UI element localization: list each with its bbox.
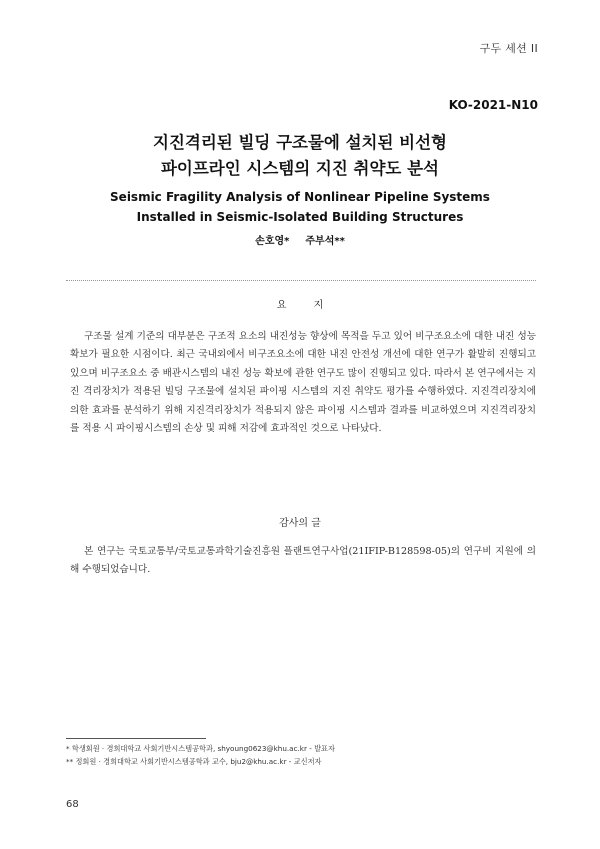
abstract-heading: 요 지 [276,300,336,311]
english-title-line-2: Installed in Seismic-Isolated Building Structures [136,210,464,224]
page-number: 68 [66,799,79,810]
acknowledgement-text: 본 연구는 국토교통부/국토교통과학기술진흥원 플랜트연구사업(21IFIP-B128598-05)의 연구비 지원에 의해 수행되었습니다. [70,546,536,576]
author-list [0,232,600,247]
section-divider [66,280,536,281]
korean-title-line-2: 파이프라인 시스템의 지진 취약도 분석 [160,159,439,178]
footnote-divider [66,738,206,739]
author-1: 손호영* [255,236,290,247]
abstract-text: 구조물 설계 기준의 대부분은 구조적 요소의 내진성능 향상에 목적을 두고 있어 비구조요소에 대한 내진 성능 확보가 필요한 시점이다. 최근 국내외에서 비구조요소에 대한 내진 안전성 개선에 대한 연구가 활발히 진행되고 있으며 비구조요소 중 배관시스템의 내진 성능 확보에 관한 연구도 많이 진행되고 있다. 따라서 본 연구에서는 지진 격리장치가 적용된 빌딩 구조물에 설치된 파이핑 시스템의 지진 취약도 평가를 수행하였다. 지진격리장치에 의한 효과를 분석하기 위해 지진격리장치가 적용되지 않은 파이핑 시스템과 결과를 비교하였으며 지진격리장치를 적용 시 파이핑시스템의 손상 및 피해 저감에 효과적인 것으로 나타났다. [70,331,536,435]
acknowledgement-heading: 감사의 글 [279,518,321,529]
korean-title-line-1: 지진격리된 빌딩 구조물에 설치된 비선형 [153,133,447,152]
footnote-1: * 학생회원 · 경희대학교 사회기반시스템공학과, shyoung0623@khu.ac.kr - 발표자 [66,744,335,753]
author-2: 주부석** [305,236,345,247]
title-block [0,130,600,227]
english-title [0,187,600,227]
footnote-2: ** 정회원 · 경희대학교 사회기반시스템공학과 교수, bju2@khu.ac.kr - 교신저자 [66,757,322,766]
paper-id: KO-2021-N10 [448,98,538,112]
english-title-line-1: Seismic Fragility Analysis of Nonlinear Pipeline Systems [110,190,490,204]
footnotes [66,742,536,768]
session-label: 구두 세션 II [479,42,538,55]
